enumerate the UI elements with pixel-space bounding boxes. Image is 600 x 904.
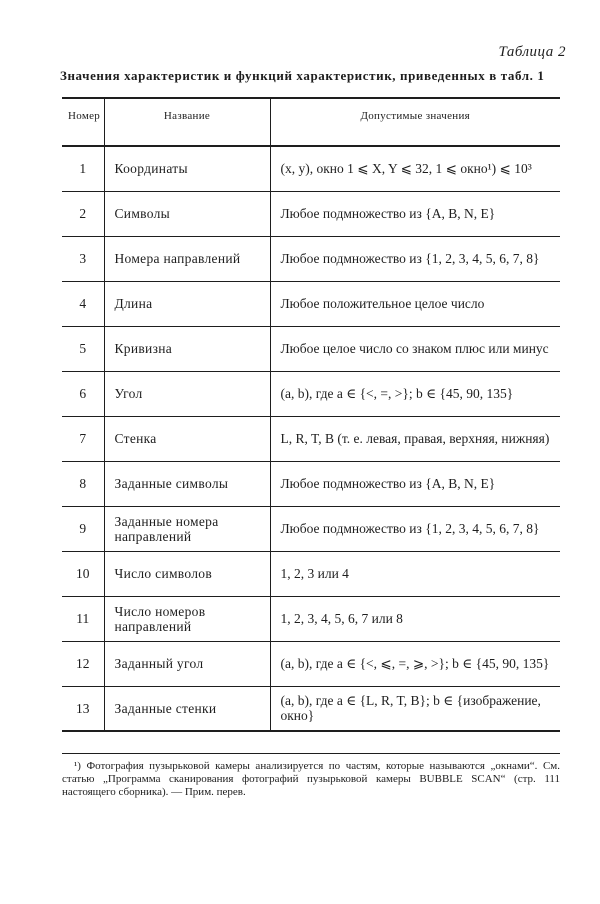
footnote: ¹) Фотография пузырьковой камеры анализируется по частям, которые называются „окнами“. См. статью „Программа сканирования фотографий пузырьковой камеры BUBBLE SCAN“ (стр. 111 настоящего сборника). — Прим. перев. [62, 753, 560, 799]
row-name: Число символов [104, 551, 270, 596]
table-row [62, 371, 560, 416]
row-number: 9 [62, 506, 104, 551]
row-number: 4 [62, 281, 104, 326]
row-number: 1 [62, 146, 104, 191]
row-values: 1, 2, 3 или 4 [270, 551, 560, 596]
row-number: 12 [62, 641, 104, 686]
row-values: (a, b), где a ∈ {L, R, T, B}; b ∈ {изображение, окно} [270, 686, 560, 731]
characteristics-table [62, 97, 560, 732]
table-row [62, 461, 560, 506]
row-values: (a, b), где a ∈ {<, ⩽, =, ⩾, >}; b ∈ {45, 90, 135} [270, 641, 560, 686]
row-number: 13 [62, 686, 104, 731]
table-header-row [62, 98, 560, 146]
row-name: Номера направлений [104, 236, 270, 281]
row-name: Угол [104, 371, 270, 416]
table-label: Таблица 2 [498, 44, 566, 60]
row-name: Символы [104, 191, 270, 236]
row-values: Любое подмножество из {1, 2, 3, 4, 5, 6, 7, 8} [270, 236, 560, 281]
table-row [62, 191, 560, 236]
row-number: 6 [62, 371, 104, 416]
table-caption: Значения характеристик и функций характеристик, приведенных в табл. 1 [60, 68, 545, 83]
row-values: L, R, T, B (т. е. левая, правая, верхняя, нижняя) [270, 416, 560, 461]
table-row [62, 326, 560, 371]
row-name: Стенка [104, 416, 270, 461]
row-number: 7 [62, 416, 104, 461]
row-number: 10 [62, 551, 104, 596]
row-values: 1, 2, 3, 4, 5, 6, 7 или 8 [270, 596, 560, 641]
row-name: Заданный угол [104, 641, 270, 686]
table-row [62, 416, 560, 461]
row-values: Любое подмножество из {A, B, N, E} [270, 191, 560, 236]
row-number: 5 [62, 326, 104, 371]
table-row [62, 281, 560, 326]
row-number: 8 [62, 461, 104, 506]
row-values: Любое положительное целое число [270, 281, 560, 326]
row-name: Заданные номера направлений [104, 506, 270, 551]
row-name: Заданные символы [104, 461, 270, 506]
row-values: (a, b), где a ∈ {<, =, >}; b ∈ {45, 90, 135} [270, 371, 560, 416]
table-row [62, 686, 560, 731]
row-values: Любое подмножество из {1, 2, 3, 4, 5, 6, 7, 8} [270, 506, 560, 551]
row-name: Число номеров направлений [104, 596, 270, 641]
column-header-name: Название [104, 98, 270, 146]
table-row [62, 506, 560, 551]
column-header-number: Номер [62, 98, 104, 146]
row-number: 3 [62, 236, 104, 281]
row-number: 11 [62, 596, 104, 641]
column-header-values: Допустимые значения [270, 98, 560, 146]
table-row [62, 596, 560, 641]
table-row [62, 551, 560, 596]
row-name: Заданные стенки [104, 686, 270, 731]
table-row [62, 641, 560, 686]
table-row [62, 146, 560, 191]
row-values: Любое целое число со знаком плюс или минус [270, 326, 560, 371]
row-number: 2 [62, 191, 104, 236]
table-row [62, 236, 560, 281]
row-values: Любое подмножество из {A, B, N, E} [270, 461, 560, 506]
table-body [62, 146, 560, 731]
row-values: (x, y), окно 1 ⩽ X, Y ⩽ 32, 1 ⩽ окно¹) ⩽ 10³ [270, 146, 560, 191]
row-name: Кривизна [104, 326, 270, 371]
row-name: Координаты [104, 146, 270, 191]
row-name: Длина [104, 281, 270, 326]
